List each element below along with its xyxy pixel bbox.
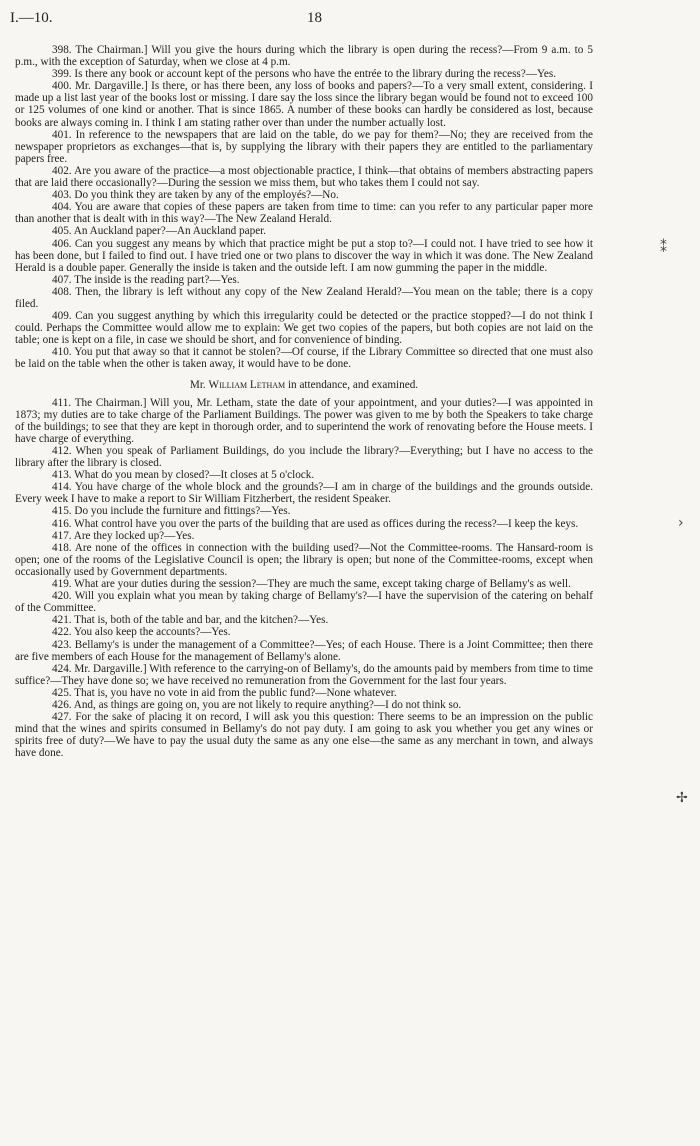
heading-suffix: in attendance, and examined. <box>287 378 419 391</box>
question-paragraph: 399. Is there any book or account kept of the persons who have the entrée to the library during the recess?—Yes. <box>52 68 557 81</box>
question-paragraph: 401. In reference to the newspapers that are laid on the table, do we pay for them?—No; they are received from the newspaper proprietors as exchanges—that is, by supplying the library with their papers they are entitled to the parliamentary papers free. <box>15 128 593 165</box>
page-header <box>10 10 650 30</box>
margin-arrow-icon: › <box>678 515 684 531</box>
margin-cross-icon: ✢ <box>676 790 688 806</box>
page-number: 18 <box>307 10 322 26</box>
question-paragraph: 408. Then, the library is left without any copy of the New Zealand Herald?—You mean on the table; there is a copy filed. <box>15 285 593 310</box>
question-paragraph: 416. What control have you over the parts of the building that are used as offices during the recess?—I keep the keys. <box>52 517 579 530</box>
question-paragraph: 422. You also keep the accounts?—Yes. <box>52 626 231 639</box>
question-paragraph: 402. Are you aware of the practice—a most objectionable practice, I think—that obtains of members abstracting papers that are laid there occasionally?—During the session we miss them, but who takes them I could not say. <box>15 164 593 190</box>
question-paragraph: 403. Do you think they are taken by any of the employés?—No. <box>52 189 339 202</box>
question-paragraph: 419. What are your duties during the session?—They are much the same, except taking charge of Bellamy's as well. <box>52 578 571 591</box>
question-paragraph: 400. Mr. Dargaville.] Is there, or has there been, any loss of books and papers?—To a very small extent, considering. I made up a list last year of the books lost or missing. I dare say the loss since the library began would be found not to exceed 100 or 125 volumes of one kind or another. That is since 1865. A number of these books can hardly be considered as lost, because books are always coming in. I think I am stating rather over than under the number actually lost. <box>15 80 593 129</box>
question-paragraph: 414. You have charge of the whole block and the grounds?—I am in charge of the buildings and the grounds outside. Every week I have to make a report to Sir William Fitzherbert, the resident Speaker. <box>15 481 593 506</box>
question-paragraph: 398. The Chairman.] Will you give the hours during which the library is open during the recess?—From 9 a.m. to 5 p.m., with the exception of Saturday, when we close at 4 p.m. <box>15 44 593 69</box>
question-paragraph: 410. You put that away so that it cannot be stolen?—Of course, if the Library Committee so directed that one must also be laid on the table when the other is taken away, it would have to be done. <box>15 346 593 371</box>
question-paragraph: 404. You are aware that copies of these papers are taken from time to time: can you refer to any particular paper more than another that is dealt with in this way?—The New Zealand Herald. <box>15 201 593 226</box>
question-paragraph: 417. Are they locked up?—Yes. <box>52 529 195 542</box>
testimony-part-1 <box>15 44 593 371</box>
question-paragraph: 418. Are none of the offices in connection with the building used?—Not the Committee-rooms. The Hansard-room is open; one of the rooms of the Legislative Council is open; the library is open; but none of the Committee-rooms, except when occasionally used by Government departments. <box>15 541 593 578</box>
question-paragraph: 426. And, as things are going on, you are not likely to require anything?—I do not think so. <box>52 698 462 711</box>
question-paragraph: 407. The inside is the reading part?—Yes. <box>52 273 240 286</box>
question-paragraph: 409. Can you suggest anything by which this irregularity could be detected or the practice stopped?—I do not think I could. Perhaps the Committee would allow me to explain: We get two copies of the papers, but both copies are not laid on the table; one is kept on a file, in case we should be short, and for convenience of binding. <box>15 310 593 347</box>
page-body <box>15 44 593 759</box>
question-paragraph: 424. Mr. Dargaville.] With reference to the carrying-on of Bellamy's, do the amounts paid by members from time to time suffice?—They have done so; we have received no remuneration from the Government for the last four years. <box>15 662 593 687</box>
question-paragraph: 411. The Chairman.] Will you, Mr. Letham, state the date of your appointment, and your duties?—I was appointed in 1873; my duties are to take charge of the Parliament Buildings. The power was given to me by both the Speakers to take charge of the buildings; to see that they are kept in thorough order, and to superintend the work of renovating before the House meets. I have charge of everything. <box>15 396 593 445</box>
question-paragraph: 413. What do you mean by closed?—It closes at 5 o'clock. <box>52 469 315 482</box>
question-paragraph: 412. When you speak of Parliament Buildings, do you include the library?—Everything; but I have no access to the library after the library is closed. <box>15 445 593 470</box>
question-paragraph: 425. That is, you have no vote in aid from the public fund?—None whatever. <box>52 686 397 699</box>
question-paragraph: 420. Will you explain what you mean by taking charge of Bellamy's?—I have the supervision of the catering on behalf of the Committee. <box>15 590 593 615</box>
question-paragraph: 421. That is, both of the table and bar, and the kitchen?—Yes. <box>52 614 329 627</box>
testimony-part-2 <box>15 397 593 760</box>
question-paragraph: 423. Bellamy's is under the management of a Committee?—Yes; of each House. There is a Joint Committee; then there are five members of each House for the management of Bellamy's alone. <box>15 638 593 663</box>
heading-prefix: Mr. <box>189 378 206 391</box>
witness-name: William Letham <box>208 378 286 391</box>
question-paragraph: 406. Can you suggest any means by which that practice might be put a stop to?—I could not. I have tried to see how it has been done, but I failed to find out. I have tried one or two plans to discover the way in which it was done. The New Zealand Herald is a double paper. Generally the inside is taken and the outside left. I am now gumming the paper in the middle. <box>15 237 593 274</box>
margin-mark-icon: ⁑ <box>660 240 667 256</box>
question-paragraph: 427. For the sake of placing it on record, I will ask you this question: There seems to be an impression on the public mind that the wines and spirits consumed in Bellamy's do not pay duty. I am going to ask you whether you get any wines or spirits free of duty?—We have to pay the usual duty the same as any one else—the same as any merchant in town, and always have done. <box>15 711 593 760</box>
section-heading <box>15 379 593 391</box>
question-paragraph: 415. Do you include the furniture and fittings?—Yes. <box>52 505 291 518</box>
question-paragraph: 405. An Auckland paper?—An Auckland paper. <box>52 225 267 238</box>
document-code: I.—10. <box>10 10 53 26</box>
